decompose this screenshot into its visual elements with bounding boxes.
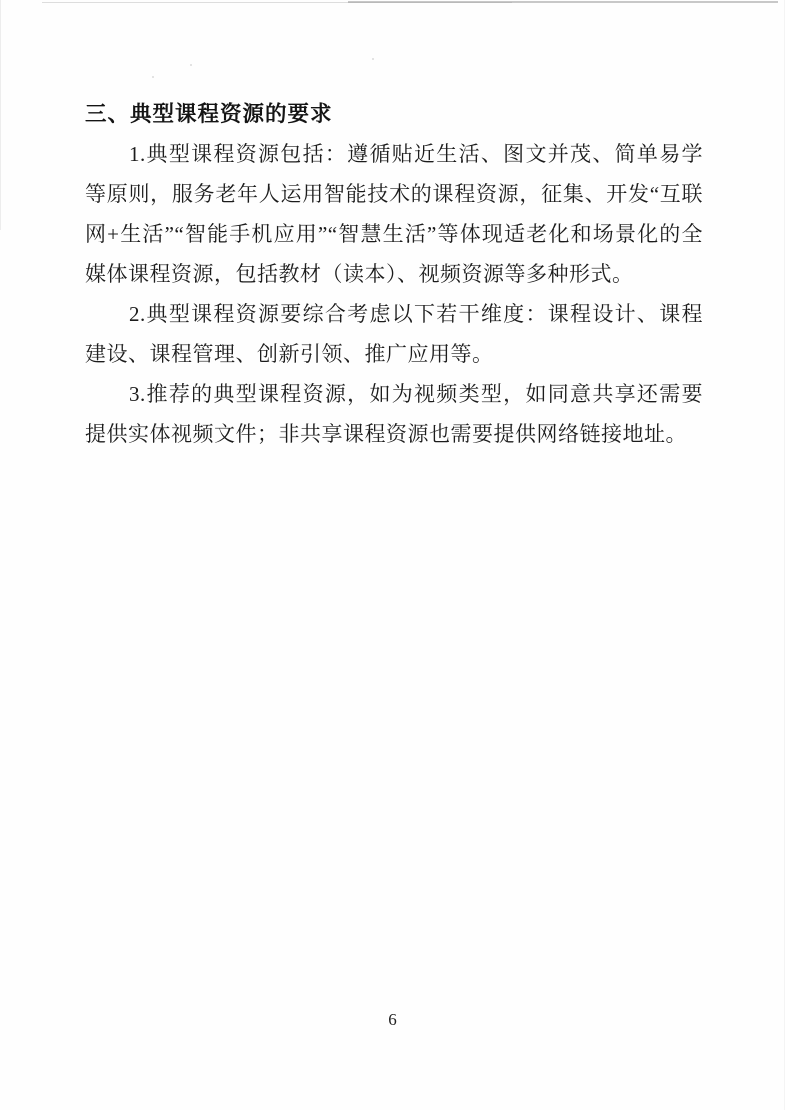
page-number: 6 [388,1010,397,1029]
paragraph-3-line-1: 3.推荐的典型课程资源，如为视频类型，如同意共享还需要 [129,382,703,406]
paragraph-1-line-2: 等原则，服务老年人运用智能技术的课程资源，征集、开发“互联 [85,182,703,206]
paragraph-3-line-2: 提供实体视频文件；非共享课程资源也需要提供网络链接地址。 [85,422,687,446]
scan-speck [152,76,154,78]
scan-artifact-top-line [42,2,512,3]
section-heading: 三、典型课程资源的要求 [85,102,333,126]
paragraph-2-line-2: 建设、课程管理、创新引领、推广应用等。 [85,342,494,366]
scan-artifact-top-line [348,1,778,3]
paragraph-1-line-4: 媒体课程资源，包括教材（读本）、视频资源等多种形式。 [85,262,634,286]
paragraph-2-line-1: 2.典型课程资源要综合考虑以下若干维度：课程设计、课程 [129,302,703,326]
document-body [85,94,703,454]
paragraph-1-line-1: 1.典型课程资源包括：遵循贴近生活、图文并茂、简单易学 [129,142,703,166]
scan-speck [372,58,374,60]
scan-speck [190,64,192,66]
paragraph-1-line-3: 网+生活”“智能手机应用”“智慧生活”等体现适老化和场景化的全 [85,222,703,246]
scan-artifact-left-edge [0,0,1,230]
